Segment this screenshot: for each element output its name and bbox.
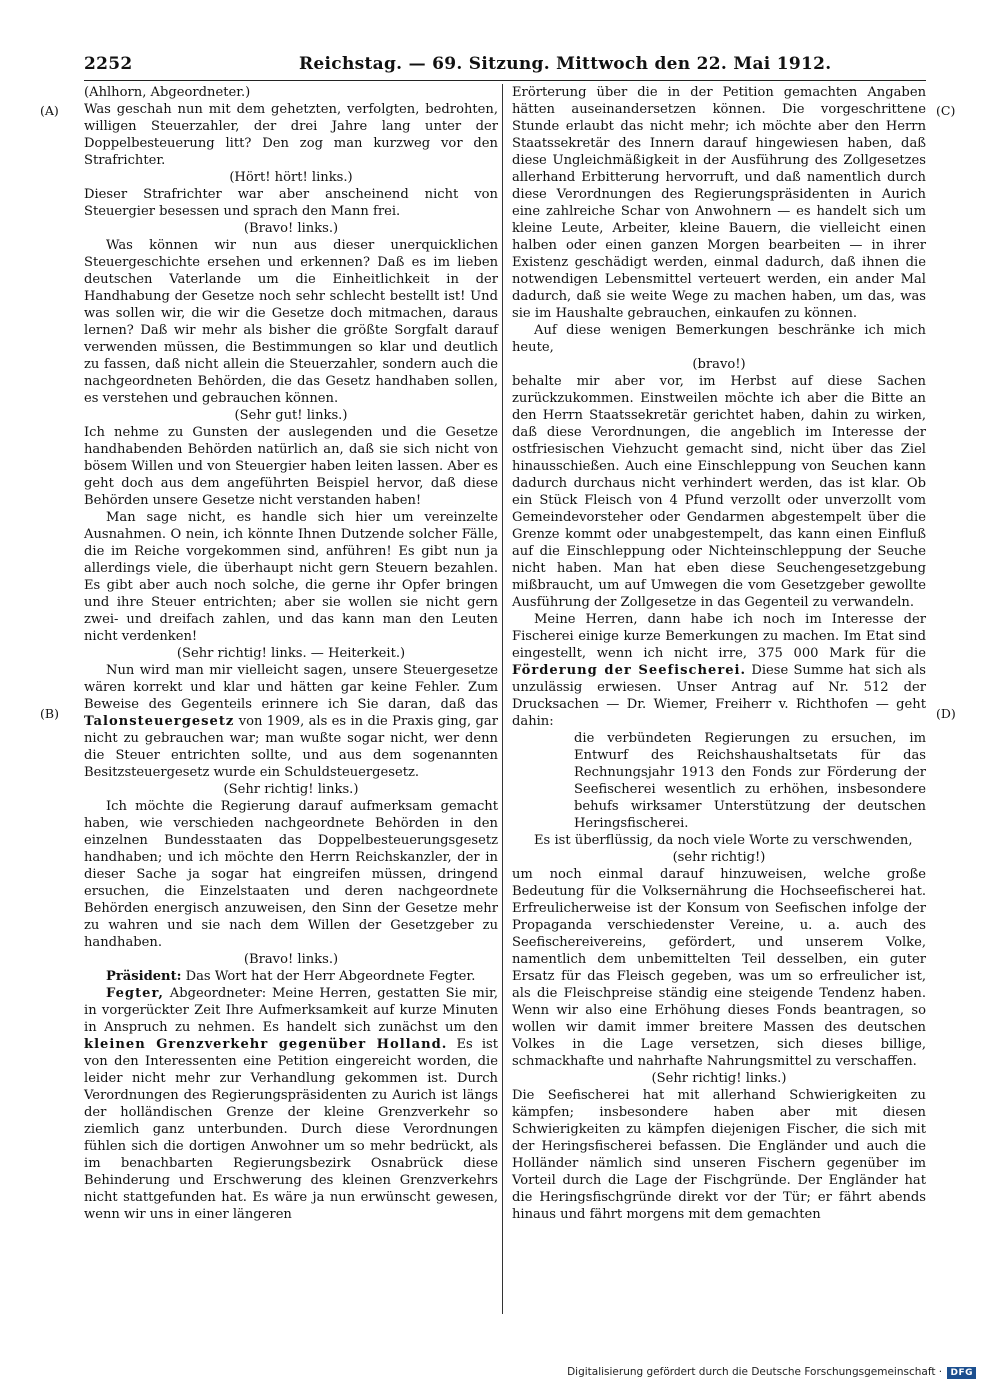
emphasis-grenzverkehr: kleinen Grenzverkehr gegenüber Holland. (84, 1037, 448, 1052)
paragraph: Was können wir nun aus dieser unerquicklichen Steuergeschichte ersehen und erkennen? Daß es im lieben deutschen Vaterlande um die Einheitlichkeit in der Handhabung der Gesetze noch sehr schlecht bestellt ist! Und was sollen wir, die wir die Gesetze doch mitmachen, daraus lernen? Daß wir mehr als bisher die größte Sorgfalt darauf verwenden müssen, die Bestimmungen so klar und deutlich zu fassen, daß nicht allein die Steuerzahler, sondern auch die nachgeordneten Behörden, die das Gesetz handhaben sollen, es verstehen und gebrauchen können. (84, 238, 498, 406)
paragraph (84, 662, 498, 781)
paragraph: Man sage nicht, es handle sich hier um vereinzelte Ausnahmen. O nein, ich könnte Ihnen Dutzende solcher Fälle, die im Reiche vorgekommen sind, anführen! Es gibt nun ja allerdings viele, die überhaupt nicht gern Steuern bezahlen. Es gibt aber auch noch solche, die gerne ihr Opfer bringen und ihre Steuer entrichten; aber sie wollen sie nicht gern zwei- und dreifach zahlen, und das kann man den Leuten nicht verdenken! (84, 510, 498, 644)
header-rule (84, 80, 926, 81)
text-run: Nun wird man mir vielleicht sagen, unsere Steuergesetze wären korrekt und klar und hätten gar keine Fehler. Zum Beweise des Gegenteils erinnere ich Sie daran, daß das (84, 663, 498, 712)
text-run: Das Wort hat der Herr Abgeordnete Fegter. (181, 969, 476, 984)
margin-marker-c: (C) (936, 103, 956, 118)
paragraph: Die Seefischerei hat mit allerhand Schwierigkeiten zu kämpfen; insbesondere haben aber mit diesen Schwierigkeiten zu kämpfen diejenigen Fischer, die sich mit der Heringsfischerei befassen. Die Engländer und auch die Holländer nämlich sind unseren Fischern gegenüber im Vorteil durch die Lage der Fischgründe. Der Engländer hat die Heringsfischgründe direkt vor der Tür; er fährt abends hinaus und fährt morgens mit dem gemachten (512, 1088, 926, 1222)
paragraph: Ich nehme zu Gunsten der auslegenden und die Gesetze handhabenden Behörden natürlich an, daß sie sich nicht von bösem Willen und von Steuergier haben leiten lassen. Aber es geht doch aus dem angeführten Beispiel hervor, daß diese Behörden unsere Gesetze nicht verstanden haben! (84, 425, 498, 508)
paragraph (84, 985, 498, 1223)
text-run: von 1909, als es in die Praxis ging, gar nicht zu gebrauchen war; man wußte sogar nicht, wer denn die Steuer entrichten sollte, und aus dem sogenannten Besitzsteuergesetz wurde ein Schuldsteuergesetz. (84, 714, 498, 780)
digitization-credit: Digitalisierung gefördert durch die Deutsche Forschungsgemeinschaft · DFG (567, 1366, 976, 1379)
emphasis-seefischerei: Förderung der Seefischerei. (512, 663, 747, 678)
page-number: 2252 (84, 54, 133, 74)
paragraph: um noch einmal darauf hinzuweisen, welche große Bedeutung für die Volksernährung die Hochseefischerei hat. Erfreulicherweise ist der Konsum von Seefischen infolge der Propaganda verschiedenster Vereine, u. a. auch des Seefischereivereins, gefördert, und unserem Volke, namentlich dem unbemittelten Teil desselben, ein guter Ersatz für das Fleisch gegeben, was um so erfreulicher ist, als die Fleischpreise ständig eine steigende Tendenz haben. Wenn wir also eine Erhöhung dieses Fonds beantragen, so wollen wir damit immer breitere Massen des deutschen Volkes in die Lage versetzen, sich dieses billige, schmackhafte und nahrhafte Nahrungsmittel zu verschaffen. (512, 867, 926, 1069)
text-run: Es ist von den Interessenten eine Petition eingereicht worden, die leider nicht mehr zur Verhandlung gekommen ist. Durch Verordnungen des Regierungspräsidenten zu Aurich ist längs der holländischen Grenze der kleine Grenzverkehr so ziemlich ganz unterbunden. Durch diese Verordnungen fühlen sich die dortigen Anwohner um so mehr bedrückt, als im benachbarten Regierungsbezirk Osnabrück diese Behinderung und Erschwerung des kleinen Grenzverkehrs nicht stattgefunden hat. Es wäre ja nun erwünscht gewesen, wenn wir uns in einer längeren (84, 1037, 498, 1222)
paragraph (512, 611, 926, 730)
dfg-logo: DFG (947, 1367, 976, 1379)
text-run: Diese Summe hat sich als unzulässig erwiesen. Unser Antrag auf Nr. 512 der Drucksachen — Dr. Wiemer, Freiherr v. Richthofen — geht dahin: (512, 663, 926, 729)
motion-quote: die verbündeten Regierungen zu ersuchen, im Entwurf des Reichshaushaltsetats für das Rechnungsjahr 1913 den Fonds zur Förderung der Seefischerei wesentlich zu erhöhen, insbesondere behufs wirksamer Unterstützung der deutschen Heringsfischerei. (574, 731, 926, 831)
paragraph (84, 968, 498, 985)
left-column (84, 84, 498, 1223)
paragraph: Ich möchte die Regierung darauf aufmerksam gemacht haben, wie verschieden nachgeordnete Behörden in den einzelnen Bundesstaaten das Doppelbesteuerungsgesetz handhaben; und ich möchte den Herrn Reichskanzler, der in dieser Sache ja sogar hat eingreifen müssen, dringend ersuchen, die Einzelstaaten und deren nachgeordnete Behörden energisch anzuweisen, den Sinn der Gesetze mehr zu wahren und sie nach dem Willen der Gesetzgeber zu handhaben. (84, 799, 498, 950)
interjection: (Sehr richtig! links.) (223, 782, 359, 797)
interjection: (bravo!) (692, 357, 746, 372)
interjection: (sehr richtig!) (672, 850, 766, 865)
interjection: (Sehr richtig! links. — Heiterkeit.) (176, 646, 406, 661)
paragraph: Erörterung über die in der Petition gemachten Angaben hätten auseinandersetzen können. Die vorgeschrittene Stunde erlaubt das nicht mehr; ich möchte aber den Herrn Staatssekretär des Innern darauf hingewiesen haben, daß diese Ungleichmäßigkeit in der Ausführung des Zollgesetzes allerhand Erbitterung hervorruft, und daß namentlich durch diese Verordnungen des Regierungspräsidenten in Aurich eine zahlreiche Schar von Anwohnern — es handelt sich um kleine Leute, Arbeiter, kleine Bauern, die vielleicht einen halben oder einen ganzen Morgen bearbeiten — in ihrer Existenz geschädigt werden, einmal dadurch, daß ihnen die notwendigen Lebensmittel verteuert werden, ein ander Mal dadurch, daß sie weite Wege zu machen haben, um das, was sie im Haushalte gebrauchen, einkaufen zu können. (512, 85, 926, 321)
text-run: Abgeordneter: Meine Herren, gestatten Sie mir, in vorgerückter Zeit Ihre Aufmerksamkeit auf kurze Minuten in Anspruch zu nehmen. Es handelt sich zunächst um den (84, 986, 498, 1035)
paragraph: Es ist überflüssig, da noch viele Worte zu verschwenden, (534, 833, 913, 848)
emphasis-talonsteuergesetz: Talonsteuergesetz (84, 714, 235, 729)
interjection: (Bravo! links.) (243, 221, 339, 236)
right-column (512, 84, 926, 1223)
speaker-name: Fegter, (106, 986, 164, 1001)
paragraph: Auf diese wenigen Bemerkungen beschränke ich mich heute, (512, 323, 926, 355)
margin-marker-b: (B) (40, 706, 59, 721)
paragraph: behalte mir aber vor, im Herbst auf diese Sachen zurückzukommen. Einstweilen möchte ich aber die Bitte an den Herrn Staatssekretär gerichtet haben, dahin zu wirken, daß diese Verordnungen, die angeblich im Interesse der ostfriesischen Viehzucht gemacht sind, nicht über das Ziel hinausschießen. Auch eine Einschleppung von Seuchen kann dadurch durchaus nicht verhindert werden, das ist klar. Ob ein Stück Fleisch von 4 Pfund verzollt oder unverzollt vom Gemeindevorsteher oder Gendarmen abgestempelt über die Grenze kommt oder unabgestempelt, das kann einen Einfluß auf die Einschleppung oder Nichteinschleppung der Seuche nicht haben. Man hat eben diese Seuchengesetzgebung mißbraucht, um auf Umwegen die vom Gesetzgeber gewollte Ausführung der Zollgesetze in das Gegenteil zu verwandeln. (512, 374, 926, 610)
text-run: Meine Herren, dann habe ich noch im Interesse der Fischerei einige kurze Bemerkungen zu machen. Im Etat sind eingestellt, wenn ich nicht irre, 375 000 Mark für die (512, 612, 926, 661)
running-title: Reichstag. — 69. Sitzung. Mittwoch den 22. Mai 1912. (299, 54, 832, 74)
interjection: (Sehr gut! links.) (234, 408, 348, 423)
page-header (84, 52, 926, 78)
credit-text: Digitalisierung gefördert durch die Deutsche Forschungsgemeinschaft (567, 1366, 936, 1378)
interjection: (Hört! hört! links.) (229, 170, 353, 185)
speaker-name: Präsident: (106, 969, 182, 984)
margin-marker-a: (A) (40, 103, 59, 118)
margin-marker-d: (D) (936, 706, 956, 721)
interjection: (Sehr richtig! links.) (651, 1071, 787, 1086)
paragraph: Was geschah nun mit dem gehetzten, verfolgten, bedrohten, willigen Steuerzahler, der drei Jahre lang unter der Doppelbesteuerung litt? Den zog man kurzweg vor den Strafrichter. (84, 102, 498, 168)
speaker-continuation: (Ahlhorn, Abgeordneter.) (84, 85, 251, 100)
paragraph: Dieser Strafrichter war aber anscheinend nicht von Steuergier besessen und sprach den Mann frei. (84, 187, 498, 219)
column-divider (502, 84, 503, 1314)
interjection: (Bravo! links.) (243, 952, 339, 967)
